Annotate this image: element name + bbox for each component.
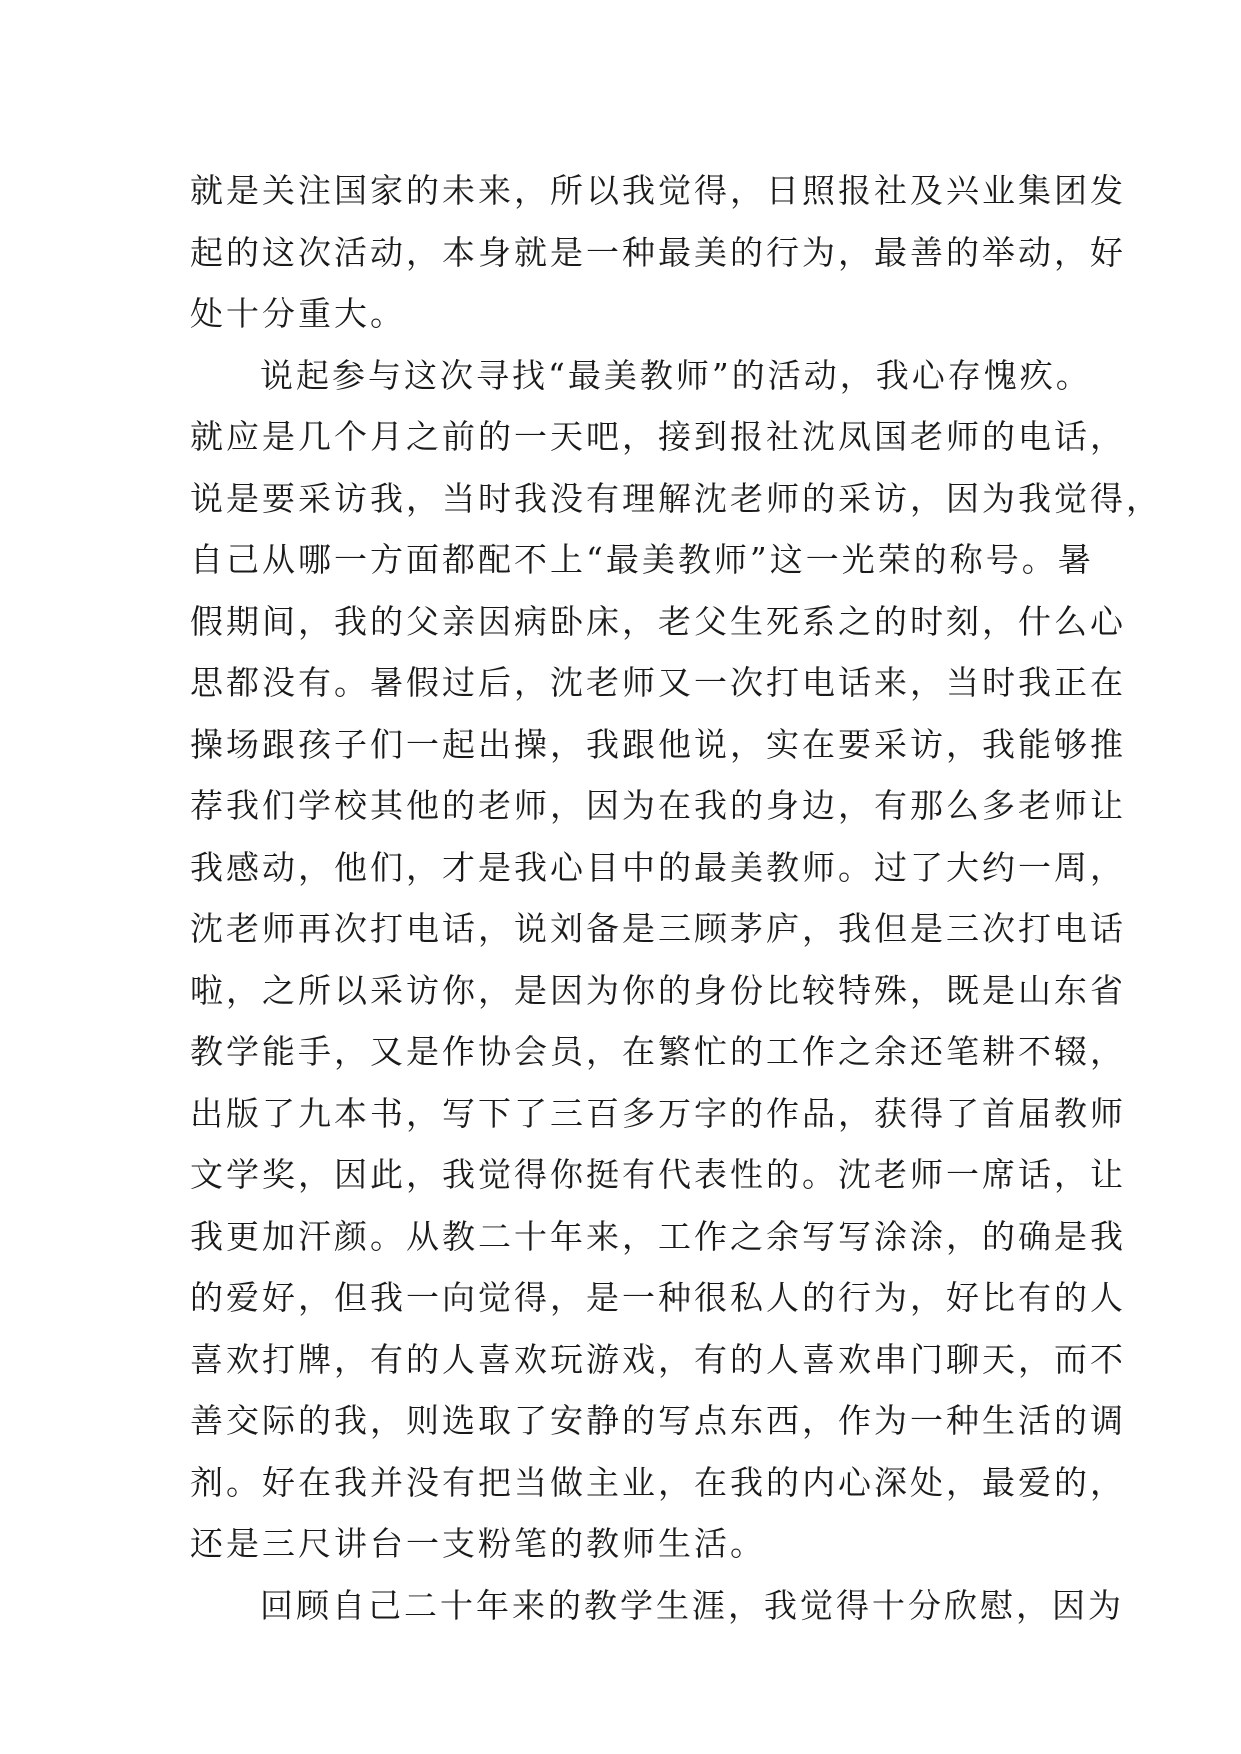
paragraph-2-first-line: 说起参与这次寻找“最美教师”的活动，我心存愧疚。 <box>260 355 1092 395</box>
text-line-12: 我感动，他们，才是我心目中的最美教师。过了大约一周， <box>190 847 1126 887</box>
text-line-15: 教学能手，又是作协会员，在繁忙的工作之余还笔耕不辍， <box>190 1032 1126 1071</box>
body-text <box>190 160 1162 1636</box>
text-line-20: 喜欢打牌，有的人喜欢玩游戏，有的人喜欢串门聊天，而不 <box>190 1339 1126 1379</box>
text-line-1: 就是关注国家的未来，所以我觉得，日照报社及兴业集团发 <box>190 171 1126 210</box>
text-line-5: 就应是几个月之前的一天吧，接到报社沈凤国老师的电话， <box>190 417 1126 456</box>
text-line-19: 的爱好，但我一向觉得，是一种很私人的行为，好比有的人 <box>190 1278 1126 1317</box>
text-line-23: 还是三尺讲台一支粉笔的教师生活。 <box>190 1524 766 1563</box>
text-line-11: 荐我们学校其他的老师，因为在我的身边，有那么多老师让 <box>190 786 1126 825</box>
text-line-18: 我更加汗颜。从教二十年来，工作之余写写涂涂，的确是我 <box>190 1216 1126 1256</box>
text-line-17: 文学奖，因此，我觉得你挺有代表性的。沈老师一席话，让 <box>190 1155 1126 1194</box>
text-line-21: 善交际的我，则选取了安静的写点东西，作为一种生活的调 <box>190 1401 1126 1440</box>
text-line-3: 处十分重大。 <box>190 294 406 333</box>
paragraph-3-first-line: 回顾自己二十年来的教学生涯，我觉得十分欣慰，因为 <box>260 1585 1124 1625</box>
text-line-6: 说是要采访我，当时我没有理解沈老师的采访，因为我觉得， <box>190 478 1162 518</box>
text-line-13: 沈老师再次打电话，说刘备是三顾茅庐，我但是三次打电话 <box>190 909 1126 948</box>
text-line-22: 剂。好在我并没有把当做主业，在我的内心深处，最爱的， <box>190 1462 1126 1502</box>
text-line-7: 自己从哪一方面都配不上“最美教师”这一光荣的称号。暑 <box>190 540 1094 579</box>
text-line-2: 起的这次活动，本身就是一种最美的行为，最善的举动，好 <box>190 232 1126 272</box>
text-line-8: 假期间，我的父亲因病卧床，老父生死系之的时刻，什么心 <box>190 601 1126 641</box>
text-line-16: 出版了九本书，写下了三百多万字的作品，获得了首届教师 <box>190 1093 1126 1133</box>
text-line-9: 思都没有。暑假过后，沈老师又一次打电话来，当时我正在 <box>190 663 1126 702</box>
text-line-10: 操场跟孩子们一起出操，我跟他说，实在要采访，我能够推 <box>190 724 1126 764</box>
text-line-14: 啦，之所以采访你，是因为你的身份比较特殊，既是山东省 <box>190 970 1126 1010</box>
